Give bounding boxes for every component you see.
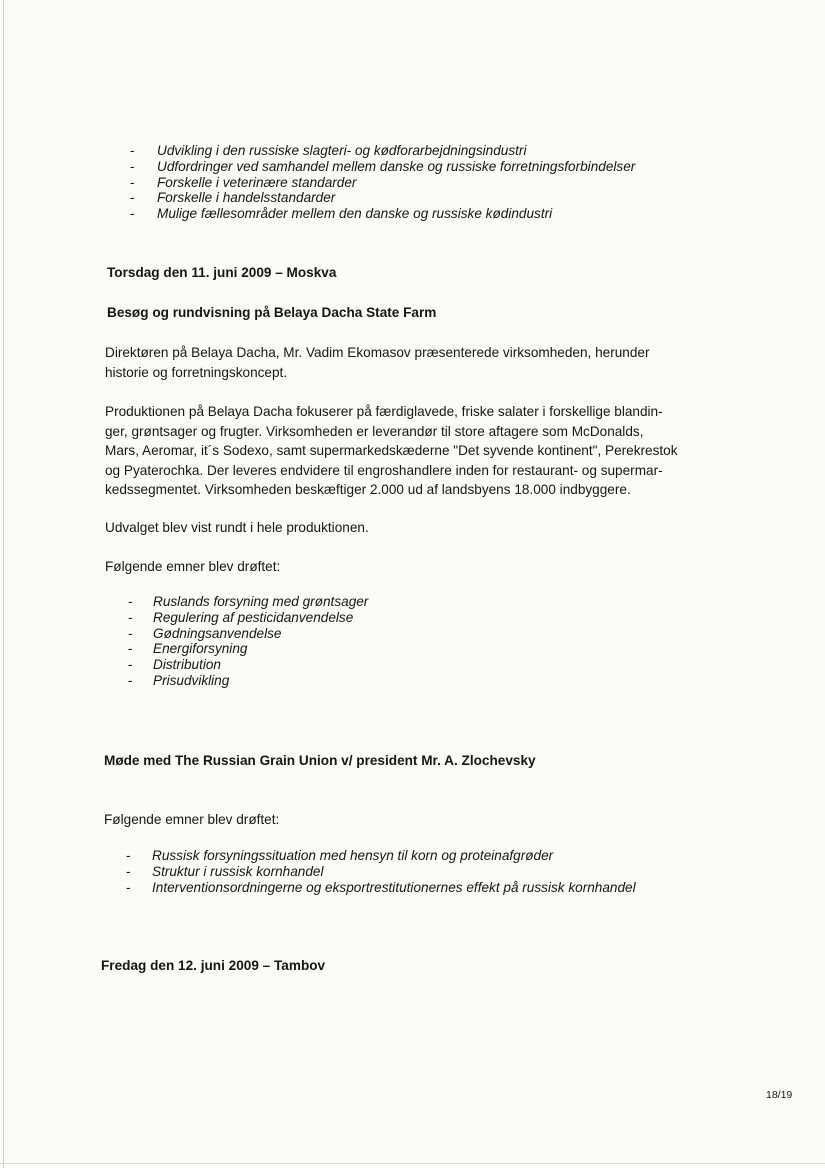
bullet-dash: -: [126, 863, 131, 879]
bullet-dash: -: [128, 657, 133, 673]
page-number: 18/19: [766, 1089, 793, 1101]
list-item: [128, 625, 368, 642]
list-item: [126, 879, 636, 896]
list-item-text: Ruslands forsyning med grøntsager: [153, 594, 369, 609]
list-item-text: Forskelle i veterinære standarder: [157, 174, 357, 190]
paragraph-line: og Pyaterochka. Der leveres endvidere til engroshandlere inden for restaurant- og supermar-: [105, 462, 663, 478]
list-item: [126, 848, 636, 864]
list-item-text: Forskelle i handelsstandarder: [157, 190, 336, 206]
bullet-dash: -: [126, 848, 131, 863]
list-item: [130, 190, 635, 206]
list-item: [130, 174, 635, 191]
bullet-dash: -: [130, 158, 135, 174]
bullet-dash: -: [128, 594, 133, 609]
bullet-dash: -: [128, 625, 133, 641]
list-item-text: Udfordringer ved samhandel mellem danske og russiske forretningsforbindelser: [157, 158, 636, 174]
paragraph-line: Produktionen på Belaya Dacha fokuserer på færdiglavede, friske salater i forskellige blandin-: [105, 404, 663, 419]
list-item-text: Distribution: [153, 657, 221, 673]
paragraph-line: ger, grøntsager og frugter. Virksomheden er leverandør til store aftagere som McDonalds,: [105, 423, 644, 439]
paragraph-tour: Udvalget blev vist rundt i hele produktionen.: [105, 520, 369, 535]
list-item-text: Regulering af pesticidanvendelse: [153, 609, 354, 625]
topic-list-vegetables: [128, 594, 369, 689]
scan-edge-bottom: [0, 1163, 825, 1164]
list-item: [128, 641, 368, 657]
paragraph-topics-intro: Følgende emner blev drøftet:: [104, 812, 280, 827]
list-item: [128, 609, 368, 626]
scan-edge-left: [3, 0, 4, 1168]
paragraph-director: Direktøren på Belaya Dacha, Mr. Vadim Ekomasov præsenterede virksomheden, herunder historie og forretningskoncept.: [105, 345, 650, 380]
bullet-dash: -: [128, 672, 133, 688]
paragraph-line: kedssegmentet. Virksomheden beskæftiger 2.000 ud af landsbyens 18.000 indbyggere.: [105, 482, 631, 498]
bullet-dash: -: [130, 206, 135, 222]
list-item: [130, 158, 636, 175]
list-item-text: Struktur i russisk kornhandel: [152, 863, 324, 879]
topic-list-grain: [126, 848, 636, 895]
list-item-text: Energiforsyning: [153, 641, 248, 657]
list-item-text: Mulige fællesområder mellem den danske og russiske kødindustri: [157, 206, 553, 222]
paragraph-topics-intro: Følgende emner blev drøftet:: [105, 559, 281, 574]
list-item-text: Interventionsordningerne og eksportrestitutionernes effekt på russisk kornhandel: [152, 879, 636, 895]
bullet-dash: -: [128, 641, 133, 657]
list-item: [128, 672, 368, 689]
list-item-text: Russisk forsyningssituation med hensyn til korn og proteinafgrøder: [152, 848, 554, 863]
list-item: [130, 143, 635, 159]
paragraph-line: Mars, Aeromar, it´s Sodexo, samt supermarkedskæderne "Det syvende kontinent", Perekrestok: [105, 443, 678, 459]
list-item-text: Udvikling i den russiske slagteri- og kødforarbejdningsindustri: [157, 143, 527, 158]
section-heading-grain-union: Møde med The Russian Grain Union v/ president Mr. A. Zlochevsky: [104, 753, 536, 768]
topic-list-meat-industry: [130, 143, 636, 222]
bullet-dash: -: [130, 190, 135, 206]
list-item-text: Prisudvikling: [153, 672, 230, 688]
list-item: [130, 206, 635, 222]
section-heading-thursday: Torsdag den 11. juni 2009 – Moskva: [107, 265, 337, 280]
subheading-belaya-dacha-visit: Besøg og rundvisning på Belaya Dacha State Farm: [107, 305, 437, 320]
list-item: [128, 657, 368, 673]
bullet-dash: -: [128, 609, 133, 625]
bullet-dash: -: [130, 143, 135, 158]
list-item-text: Gødningsanvendelse: [153, 625, 282, 641]
section-heading-friday: Fredag den 12. juni 2009 – Tambov: [101, 958, 326, 973]
list-item: [126, 863, 636, 880]
paragraph-production: [105, 402, 715, 500]
bullet-dash: -: [130, 174, 135, 190]
list-item: [128, 594, 369, 610]
bullet-dash: -: [126, 879, 131, 895]
